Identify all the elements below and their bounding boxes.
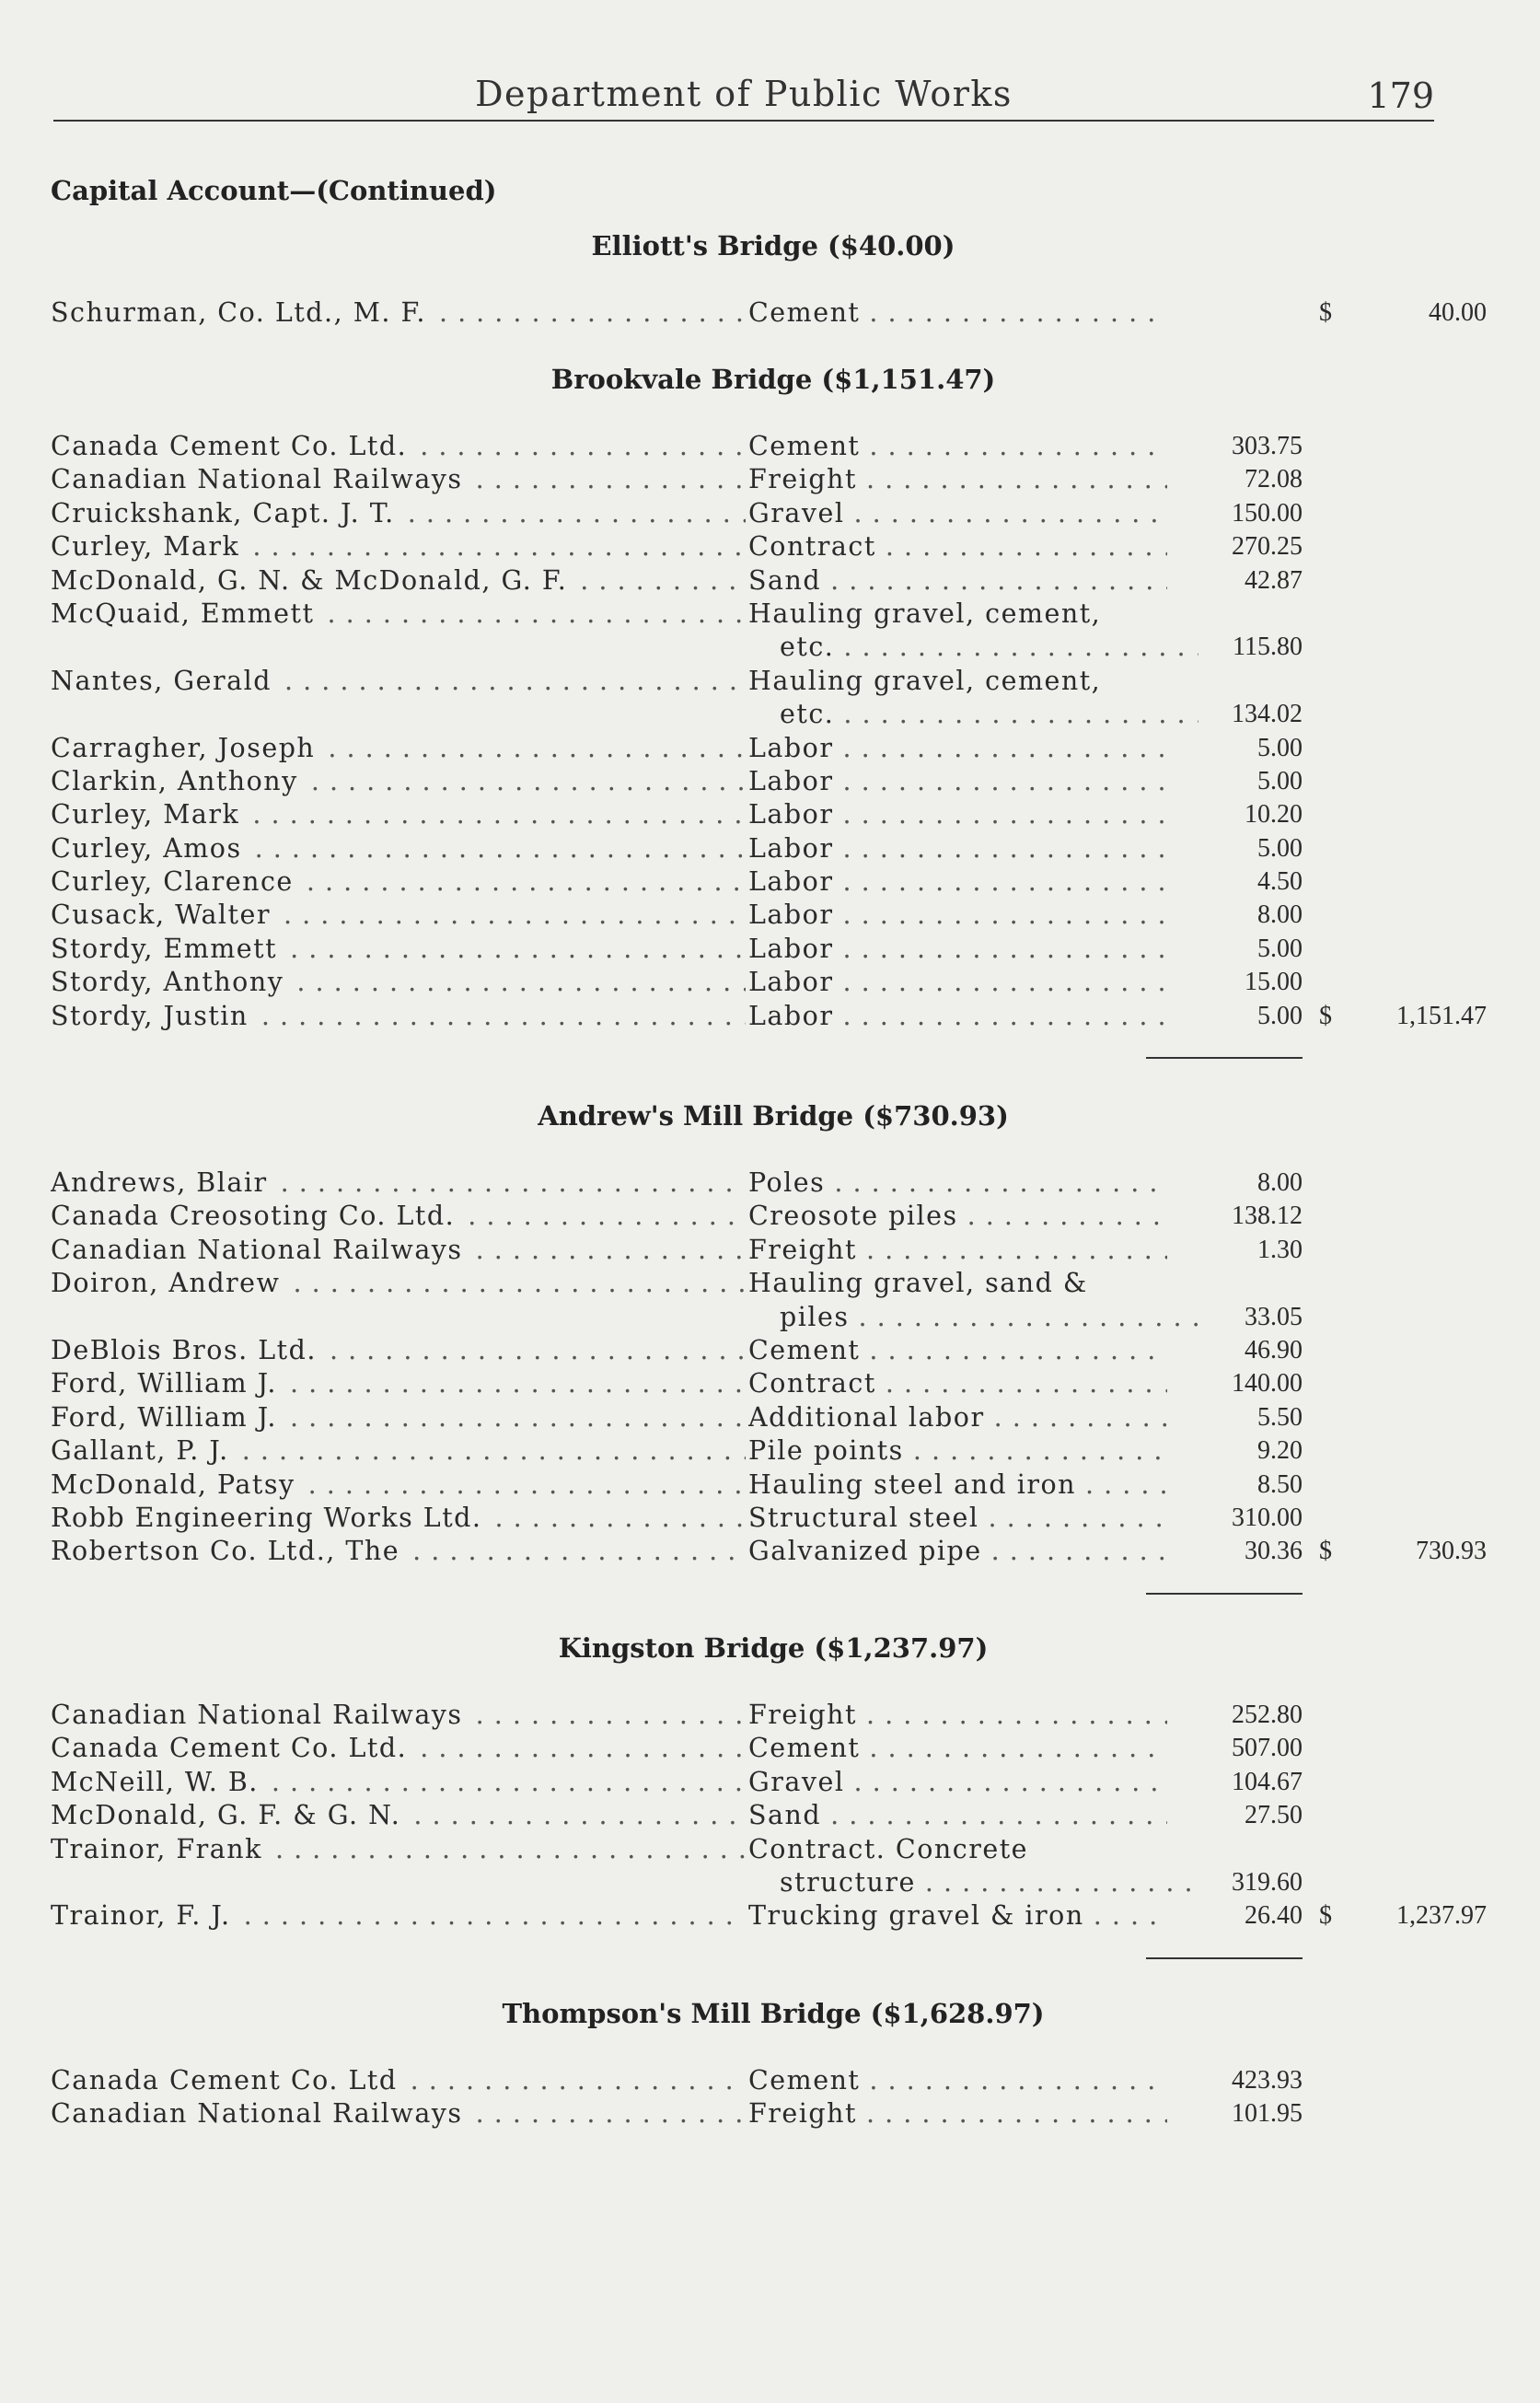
table-row xyxy=(51,832,1441,865)
payee-name-text: Canadian National Railways xyxy=(51,1235,467,1265)
subtotal-rule xyxy=(1146,1057,1303,1059)
table-row xyxy=(51,497,1441,530)
payee-name xyxy=(51,798,746,831)
table-row xyxy=(51,1866,1441,1899)
payee-name xyxy=(51,497,746,530)
payee-name xyxy=(51,1401,746,1434)
page-number: 179 xyxy=(1358,75,1434,116)
amount-value: 26.40 xyxy=(1245,1901,1303,1931)
item-description: Labor . . . xyxy=(748,765,1167,798)
item-description: Sand . . . xyxy=(748,1799,1167,1832)
amount-value: 4.50 xyxy=(1257,867,1303,897)
payee-name-text: Andrews, Blair xyxy=(51,1167,272,1198)
amount-value: 252.80 xyxy=(1232,1701,1303,1729)
item-description: Cement . . . xyxy=(748,430,1167,463)
payee-name xyxy=(51,598,746,631)
amount-value: 150.00 xyxy=(1232,498,1303,528)
item-description: piles . . . xyxy=(780,1301,1198,1334)
item-description: Galvanized pipe . . . xyxy=(748,1535,1167,1568)
amount-value: 310.00 xyxy=(1232,1503,1303,1532)
item-description: Poles . . . xyxy=(748,1167,1167,1200)
header-rule xyxy=(53,120,1434,122)
item-description: Labor . . . xyxy=(748,966,1167,999)
item-description: Freight . . . xyxy=(748,1234,1167,1267)
payee-name xyxy=(51,1167,746,1200)
section-rows xyxy=(51,296,1487,330)
table-row xyxy=(51,1167,1441,1200)
item-description: Labor . . . xyxy=(748,865,1167,899)
section-total: 730.93 xyxy=(1416,1537,1487,1566)
item-description: Labor . . . xyxy=(748,1000,1167,1033)
bridge-section xyxy=(51,1632,1487,1933)
table-row xyxy=(51,1234,1441,1267)
payee-name-text: Canada Creosoting Co. Ltd. xyxy=(51,1201,458,1231)
payee-name-text: Canada Cement Co. Ltd. xyxy=(51,1733,411,1763)
section-total: 1,151.47 xyxy=(1396,1001,1487,1030)
payee-name-text: Cusack, Walter xyxy=(51,900,274,930)
item-description: etc. . . . xyxy=(780,631,1198,664)
amount-value: 15.00 xyxy=(1245,968,1303,997)
table-row xyxy=(51,430,1441,463)
item-description: Labor . . . xyxy=(748,933,1167,966)
payee-name xyxy=(51,463,746,496)
table-row xyxy=(51,899,1441,932)
table-row xyxy=(51,765,1441,798)
bridge-section xyxy=(51,1100,1487,1569)
payee-name xyxy=(51,1234,746,1267)
table-row xyxy=(51,1833,1441,1866)
payee-name xyxy=(51,1468,746,1502)
payee-name-text: Gallant, P. J. xyxy=(51,1435,233,1466)
payee-name-text: Curley, Mark xyxy=(51,799,243,830)
payee-name-text: Canadian National Railways xyxy=(51,464,467,494)
payee-name-text: Robertson Co. Ltd., The xyxy=(51,1536,403,1566)
table-row xyxy=(51,1301,1441,1334)
amount-value: 134.02 xyxy=(1232,700,1303,729)
item-description: Hauling gravel, cement, xyxy=(748,598,1102,629)
table-row xyxy=(51,1401,1441,1434)
payee-name-text: McQuaid, Emmett xyxy=(51,598,318,629)
amount-value: 270.25 xyxy=(1232,532,1303,562)
amount-value: 10.20 xyxy=(1245,800,1303,830)
section-title: Kingston Bridge ($1,237.97) xyxy=(558,1632,989,1664)
amount-value: 423.93 xyxy=(1232,2066,1303,2095)
item-description: Labor . . . xyxy=(748,798,1167,831)
payee-name xyxy=(51,2064,746,2097)
table-row xyxy=(51,1267,1441,1300)
section-title: Andrew's Mill Bridge ($730.93) xyxy=(538,1100,1009,1132)
payee-name-text: Trainor, Frank xyxy=(51,1834,266,1864)
section-total: 40.00 xyxy=(1429,298,1487,327)
section-title: Thompson's Mill Bridge ($1,628.97) xyxy=(502,1998,1045,2029)
payee-name xyxy=(51,1434,746,1468)
amount-value: 5.00 xyxy=(1257,934,1303,963)
payee-name-text: Canada Cement Co. Ltd xyxy=(51,2065,401,2095)
table-row xyxy=(51,2097,1441,2130)
section-rows xyxy=(51,430,1487,1033)
table-row xyxy=(51,530,1441,563)
table-row xyxy=(51,966,1441,999)
amount-value: 5.00 xyxy=(1257,1001,1303,1030)
item-description: Cement . . . xyxy=(748,2064,1167,2097)
table-row xyxy=(51,1535,1487,1568)
dollar-sign: $ xyxy=(1319,1001,1332,1030)
payee-name-text: Doiron, Andrew xyxy=(51,1268,284,1298)
payee-name-text: McDonald, G. F. & G. N. xyxy=(51,1800,404,1830)
item-description: Gravel . . . xyxy=(748,497,1167,530)
payee-name-text: McDonald, Patsy xyxy=(51,1469,299,1500)
payee-name-text: Robb Engineering Works Ltd. xyxy=(51,1503,485,1533)
section-rows xyxy=(51,1167,1487,1569)
payee-name-text: Trainor, F. J. xyxy=(51,1900,235,1931)
amount-value: 8.00 xyxy=(1257,900,1303,930)
amount-value: 72.08 xyxy=(1245,465,1303,494)
amount-value: 5.50 xyxy=(1257,1402,1303,1432)
payee-name-text: Canadian National Railways xyxy=(51,1700,467,1730)
table-row xyxy=(51,2064,1441,2097)
payee-name-text: Curley, Mark xyxy=(51,531,243,562)
item-description: Contract. Concrete xyxy=(748,1833,1029,1864)
section-total: 1,237.97 xyxy=(1396,1901,1487,1931)
subtotal-rule xyxy=(1146,1957,1303,1959)
table-row xyxy=(51,1732,1441,1765)
item-description: Additional labor . . . xyxy=(748,1401,1167,1434)
amount-value: 140.00 xyxy=(1232,1369,1303,1399)
item-description: Cement . . . xyxy=(748,1732,1167,1765)
amount-value: 27.50 xyxy=(1245,1801,1303,1830)
item-description: Cement . . . xyxy=(748,296,1167,330)
amount-value: 5.00 xyxy=(1257,766,1303,795)
payee-name-text: DeBlois Bros. Ltd. xyxy=(51,1335,320,1365)
payee-name xyxy=(51,564,746,598)
table-row xyxy=(51,865,1441,899)
table-row xyxy=(51,631,1441,664)
payee-name-text: Stordy, Anthony xyxy=(51,967,287,997)
subtotal-rule xyxy=(1146,1593,1303,1595)
payee-name-text: Stordy, Justin xyxy=(51,1001,252,1031)
payee-name xyxy=(51,1200,746,1233)
item-description: Pile points . . . xyxy=(748,1434,1167,1468)
amount-value: 42.87 xyxy=(1245,565,1303,595)
payee-name xyxy=(51,2097,746,2130)
payee-name xyxy=(51,665,746,698)
item-description: structure . . . xyxy=(780,1866,1198,1899)
table-row xyxy=(51,598,1441,631)
item-description: Freight . . . xyxy=(748,2097,1167,2130)
table-row xyxy=(51,732,1441,765)
item-description: Labor . . . xyxy=(748,732,1167,765)
table-row xyxy=(51,296,1487,330)
item-description: Labor . . . xyxy=(748,832,1167,865)
payee-name-text: Cruickshank, Capt. J. T. xyxy=(51,498,399,528)
payee-name xyxy=(51,1267,746,1300)
item-description: Trucking gravel & iron . . . xyxy=(748,1899,1167,1933)
payee-name xyxy=(51,865,746,899)
amount-value: 319.60 xyxy=(1232,1867,1303,1897)
payee-name xyxy=(51,765,746,798)
item-description: Gravel . . . xyxy=(748,1766,1167,1799)
payee-name-text: Canada Cement Co. Ltd. xyxy=(51,431,411,461)
amount-value: 5.00 xyxy=(1257,833,1303,863)
payee-name-text: Clarkin, Anthony xyxy=(51,766,302,796)
payee-name xyxy=(51,1766,746,1799)
payee-name xyxy=(51,530,746,563)
item-description: Contract . . . xyxy=(748,530,1167,563)
bridge-section xyxy=(51,364,1487,1033)
payee-name-text: Ford, William J. xyxy=(51,1368,281,1399)
table-row xyxy=(51,1000,1487,1033)
payee-name-text: McDonald, G. N. & McDonald, G. F. xyxy=(51,565,571,596)
amount-value: 1.30 xyxy=(1257,1235,1303,1264)
table-row xyxy=(51,1200,1441,1233)
item-description: Hauling steel and iron . . . xyxy=(748,1468,1167,1502)
table-row xyxy=(51,463,1441,496)
payee-name xyxy=(51,1334,746,1367)
table-row xyxy=(51,1434,1441,1468)
dollar-sign: $ xyxy=(1319,1901,1332,1931)
payee-name xyxy=(51,1367,746,1400)
amount-value: 303.75 xyxy=(1232,432,1303,460)
item-description: Labor . . . xyxy=(748,899,1167,932)
payee-name-text: Nantes, Gerald xyxy=(51,666,275,696)
payee-name xyxy=(51,1732,746,1765)
capital-account-heading: Capital Account—(Continued) xyxy=(51,175,497,206)
payee-name xyxy=(51,1000,746,1033)
amount-value: 46.90 xyxy=(1245,1335,1303,1364)
payee-name xyxy=(51,296,746,330)
amount-value: 138.12 xyxy=(1232,1202,1303,1231)
amount-value: 33.05 xyxy=(1245,1302,1303,1331)
table-row xyxy=(51,1799,1441,1832)
payee-name-text: Canadian National Railways xyxy=(51,2098,467,2129)
item-description: Contract . . . xyxy=(748,1367,1167,1400)
payee-name-text: Curley, Clarence xyxy=(51,866,297,897)
page-header xyxy=(53,74,1434,129)
payee-name-text: Schurman, Co. Ltd., M. F. xyxy=(51,297,430,328)
section-rows xyxy=(51,1699,1487,1933)
amount-value: 8.50 xyxy=(1257,1469,1303,1499)
table-row xyxy=(51,933,1441,966)
amount-value: 104.67 xyxy=(1232,1767,1303,1796)
table-row xyxy=(51,564,1441,598)
payee-name-text: Curley, Amos xyxy=(51,833,246,864)
payee-name xyxy=(51,1699,746,1732)
payee-name-text: Stordy, Emmett xyxy=(51,934,281,964)
dollar-sign: $ xyxy=(1319,1537,1332,1566)
amount-value: 101.95 xyxy=(1232,2099,1303,2129)
payee-name xyxy=(51,1502,746,1535)
amount-value: 5.00 xyxy=(1257,733,1303,762)
item-description: Structural steel . . . xyxy=(748,1502,1167,1535)
bridge-section xyxy=(51,230,1487,330)
payee-name xyxy=(51,933,746,966)
amount-value: 9.20 xyxy=(1257,1436,1303,1466)
amount-value: 30.36 xyxy=(1245,1537,1303,1566)
table-row xyxy=(51,1367,1441,1400)
table-row xyxy=(51,1502,1441,1535)
table-row xyxy=(51,698,1441,731)
dollar-sign: $ xyxy=(1319,298,1332,327)
payee-name xyxy=(51,832,746,865)
table-row xyxy=(51,1899,1487,1933)
payee-name-text: Ford, William J. xyxy=(51,1402,281,1433)
bridge-section xyxy=(51,1998,1441,2131)
payee-name-text: Carragher, Joseph xyxy=(51,733,318,763)
payee-name xyxy=(51,1535,746,1568)
table-row xyxy=(51,1699,1441,1732)
table-row xyxy=(51,1766,1441,1799)
table-row xyxy=(51,798,1441,831)
item-description: Cement . . . xyxy=(748,1334,1167,1367)
table-row xyxy=(51,1468,1441,1502)
table-row xyxy=(51,1334,1441,1367)
payee-name-text: McNeill, W. B. xyxy=(51,1767,262,1797)
item-description: Freight . . . xyxy=(748,1699,1167,1732)
item-description: Creosote piles . . . xyxy=(748,1200,1167,1233)
amount-value: 115.80 xyxy=(1233,633,1303,662)
payee-name xyxy=(51,899,746,932)
item-description: Hauling gravel, cement, xyxy=(748,665,1102,696)
item-description: Sand . . . xyxy=(748,564,1167,598)
amount-value: 8.00 xyxy=(1257,1168,1303,1197)
section-title: Brookvale Bridge ($1,151.47) xyxy=(550,364,996,395)
payee-name xyxy=(51,732,746,765)
payee-name xyxy=(51,430,746,463)
table-row xyxy=(51,665,1441,698)
item-description: Freight . . . xyxy=(748,463,1167,496)
page-title: Department of Public Works xyxy=(53,74,1434,114)
section-title: Elliott's Bridge ($40.00) xyxy=(591,230,955,261)
section-rows xyxy=(51,2064,1441,2131)
payee-name xyxy=(51,1833,746,1866)
payee-name xyxy=(51,966,746,999)
payee-name xyxy=(51,1799,746,1832)
item-description: etc. . . . xyxy=(780,698,1198,731)
item-description: Hauling gravel, sand & xyxy=(748,1268,1088,1299)
amount-value: 507.00 xyxy=(1232,1734,1303,1763)
payee-name xyxy=(51,1899,746,1933)
